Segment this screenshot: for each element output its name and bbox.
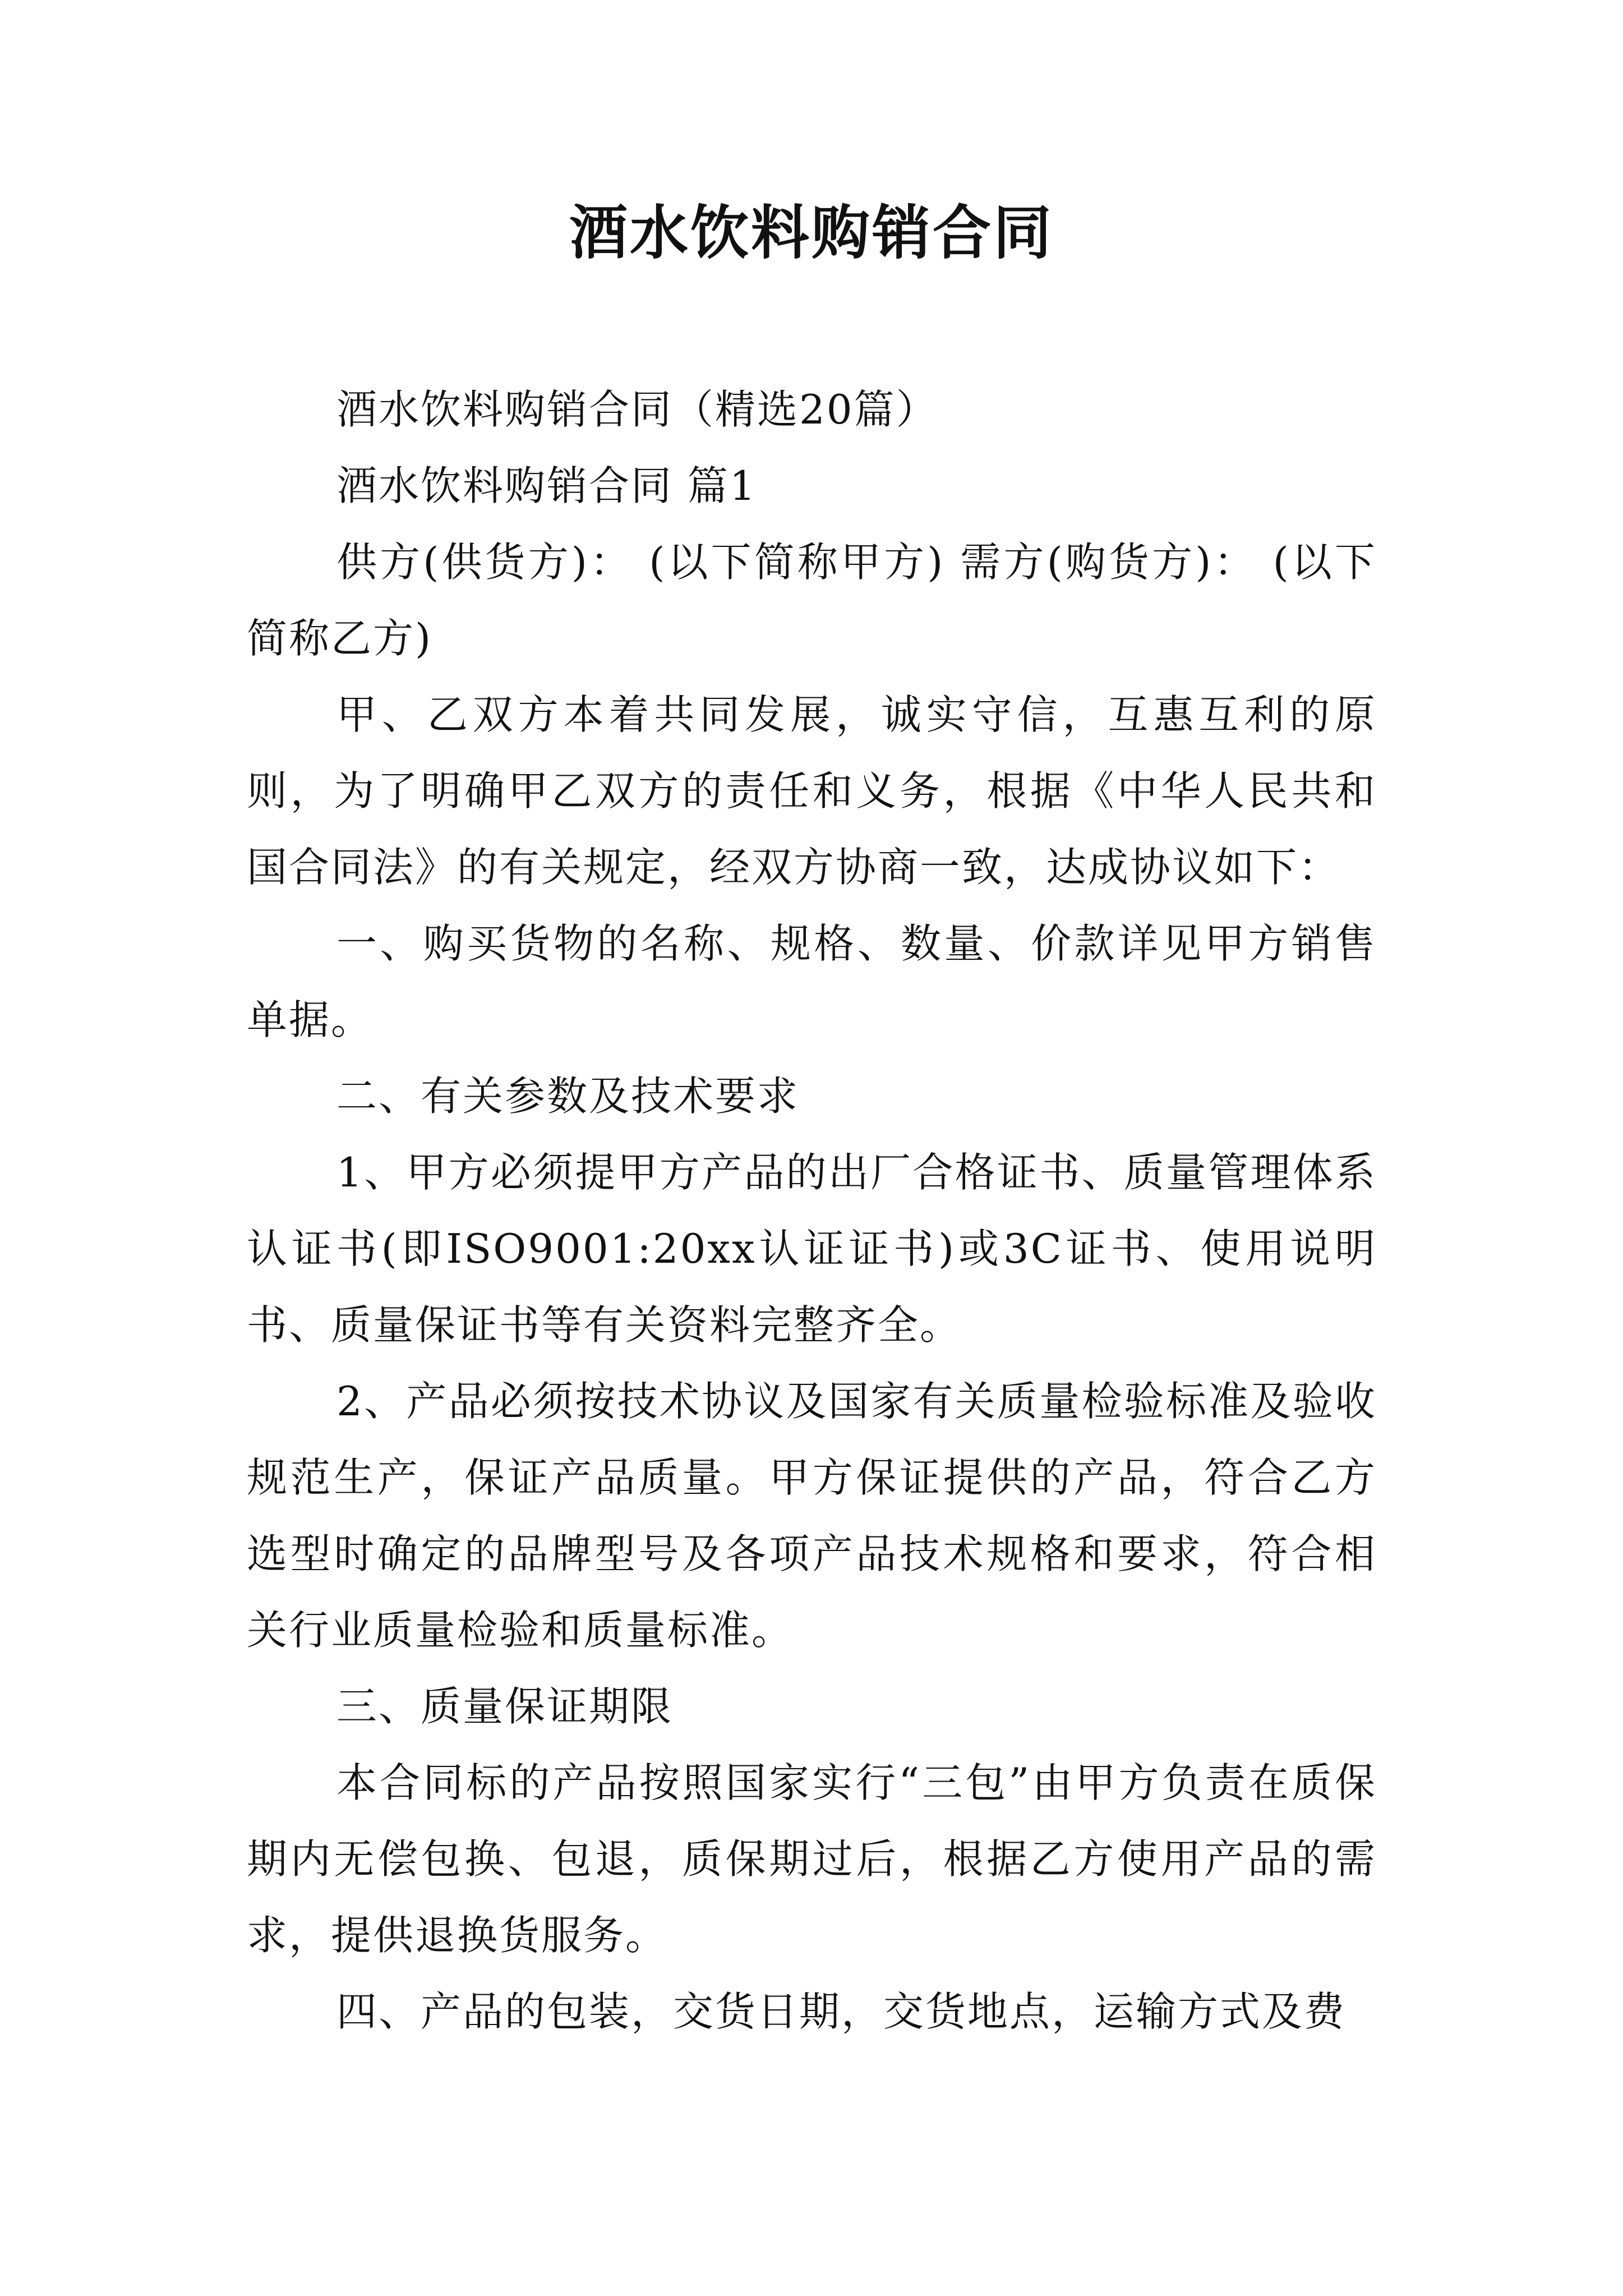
paragraph-preamble: 甲、乙双方本着共同发展，诚实守信，互惠互利的原则，为了明确甲乙双方的责任和义务，根据《中华人民共和国合同法》的有关规定，经双方协商一致，达成协议如下： xyxy=(247,691,1377,891)
paragraph-subtitle: 酒水饮料购销合同（精选20篇） xyxy=(336,386,938,433)
document-title: 酒水饮料购销合同 xyxy=(569,198,1054,267)
paragraph-clause-4-heading: 四、产品的包装，交货日期，交货地点，运输方式及费 xyxy=(336,1988,1347,2035)
paragraph-parties: 供方(供货方)： (以下简称甲方) 需方(购货方)： (以下简称乙方) xyxy=(247,539,1377,662)
paragraph-clause-3-heading: 三、质量保证期限 xyxy=(336,1683,674,1730)
paragraph-clause-1: 一、购买货物的名称、规格、数量、价款详见甲方销售单据。 xyxy=(247,920,1377,1043)
document-body xyxy=(247,371,1377,2050)
paragraph-section-heading: 酒水饮料购销合同 篇1 xyxy=(336,462,757,509)
paragraph-clause-3-body: 本合同标的产品按照国家实行“三包”由甲方负责在质保期内无偿包换、包退，质保期过后，根据乙方使用产品的需求，提供退换货服务。 xyxy=(247,1759,1377,1959)
paragraph-clause-2-heading: 二、有关参数及技术要求 xyxy=(336,1073,800,1120)
paragraph-clause-2-item-2: 2、产品必须按技术协议及国家有关质量检验标准及验收规范生产，保证产品质量。甲方保证提供的产品，符合乙方选型时确定的品牌型号及各项产品技术规格和要求，符合相关行业质量检验和质量标准。 xyxy=(247,1378,1377,1654)
paragraph-clause-2-item-1: 1、甲方必须提甲方产品的出厂合格证书、质量管理体系认证书(即ISO9001:20xx认证证书)或3C证书、使用说明书、质量保证书等有关资料完整齐全。 xyxy=(247,1149,1377,1349)
